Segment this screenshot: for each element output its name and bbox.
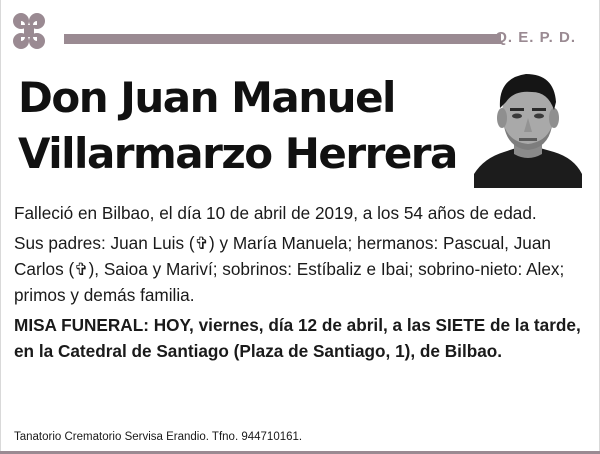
lauburu-basque-cross-icon: [6, 10, 52, 52]
frame-left: [0, 0, 1, 454]
funeral-mass-text: MISA FUNERAL: HOY, viernes, día 12 de abril, a las SIETE de la tarde, en la Catedral de Santiago (Plaza de Santiago, 1), de Bilbao.: [14, 315, 581, 361]
header-rule: [64, 34, 501, 44]
qepd-badge: Q. E. P. D.: [495, 29, 576, 46]
name-line-1: Don Juan Manuel: [18, 73, 395, 122]
family-text: Sus padres: Juan Luis (✞) y María Manuela; hermanos: Pascual, Juan Carlos (✞), Saioa y Mariví; sobrinos: Estíbaliz e Ibai; sobrino-nieto: Alex; primos y demás familia.: [14, 233, 565, 305]
notice-body: [14, 200, 584, 368]
portrait-photo: [474, 62, 582, 188]
funeral-home-footer: Tanatorio Crematorio Servisa Erandio. Tfno. 944710161.: [14, 431, 303, 443]
header: [6, 10, 594, 52]
death-notice-text: Falleció en Bilbao, el día 10 de abril de 2019, a los 54 años de edad.: [14, 203, 537, 223]
deceased-name: [18, 70, 468, 182]
name-line-2: Villarmarzo Herrera: [18, 129, 457, 178]
